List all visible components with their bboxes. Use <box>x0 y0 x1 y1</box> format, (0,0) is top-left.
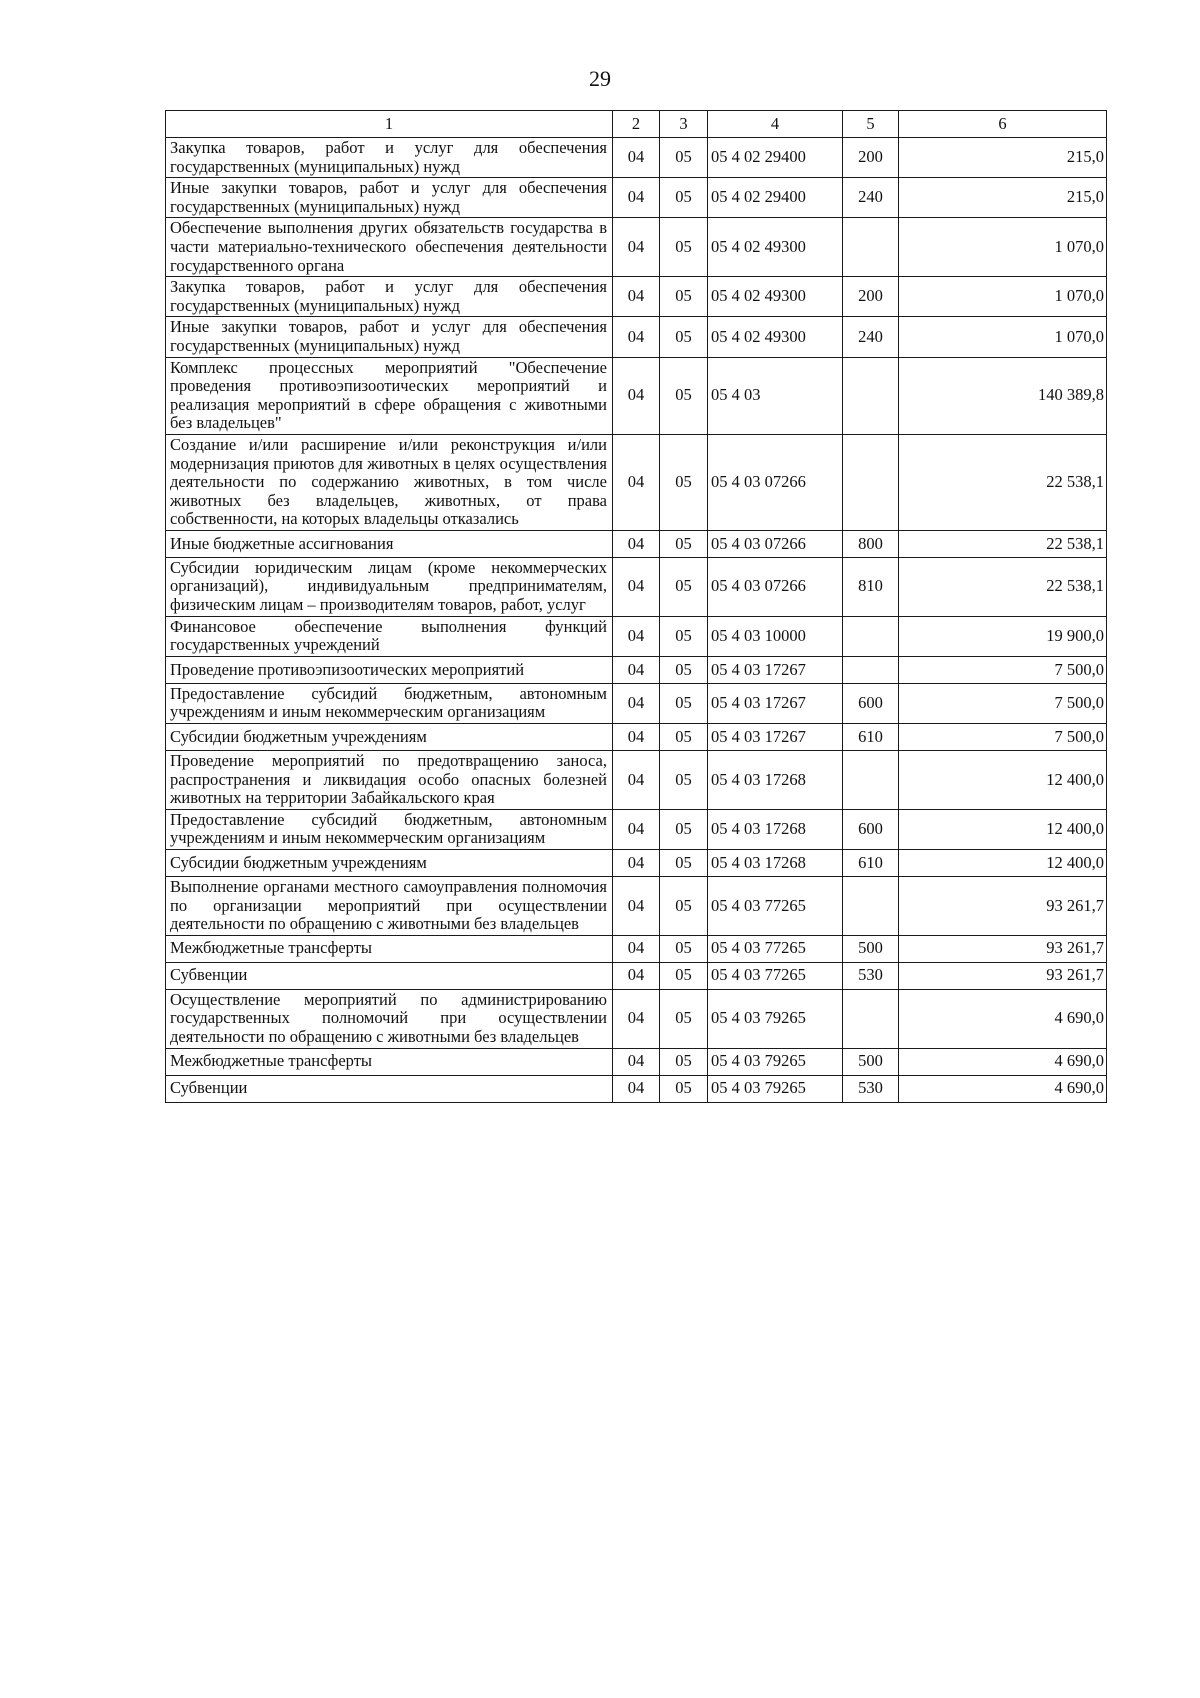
row-section: 04 <box>613 683 660 723</box>
row-name: Иные бюджетные ассигнования <box>166 530 613 557</box>
row-target-article: 05 4 02 49300 <box>708 218 843 277</box>
row-expense-type <box>843 989 899 1048</box>
column-header-6: 6 <box>899 111 1107 138</box>
row-subsection: 05 <box>660 317 708 357</box>
row-amount: 93 261,7 <box>899 935 1107 962</box>
row-subsection: 05 <box>660 850 708 877</box>
row-name: Субсидии юридическим лицам (кроме некоммерческих организаций), индивидуальным предпринимателям, физическим лицам – производителям товаров, работ, услуг <box>166 557 613 616</box>
row-name: Иные закупки товаров, работ и услуг для обеспечения государственных (муниципальных) нужд <box>166 178 613 218</box>
row-expense-type: 610 <box>843 724 899 751</box>
row-section: 04 <box>613 138 660 178</box>
row-expense-type <box>843 218 899 277</box>
row-expense-type: 800 <box>843 530 899 557</box>
row-subsection: 05 <box>660 683 708 723</box>
row-subsection: 05 <box>660 656 708 683</box>
row-amount: 215,0 <box>899 138 1107 178</box>
row-section: 04 <box>613 557 660 616</box>
row-target-article: 05 4 03 79265 <box>708 1048 843 1075</box>
table-row <box>166 616 1107 656</box>
row-expense-type: 500 <box>843 1048 899 1075</box>
row-name: Субвенции <box>166 962 613 989</box>
row-subsection: 05 <box>660 809 708 849</box>
row-name: Осуществление мероприятий по администрированию государственных полномочий при осуществлении деятельности по обращению с животными без владельцев <box>166 989 613 1048</box>
row-amount: 12 400,0 <box>899 809 1107 849</box>
row-name: Межбюджетные трансферты <box>166 1048 613 1075</box>
row-name: Закупка товаров, работ и услуг для обеспечения государственных (муниципальных) нужд <box>166 138 613 178</box>
table-row <box>166 656 1107 683</box>
row-section: 04 <box>613 751 660 810</box>
header-row <box>166 111 1107 138</box>
table-row <box>166 357 1107 434</box>
row-subsection: 05 <box>660 751 708 810</box>
table-row <box>166 850 1107 877</box>
row-subsection: 05 <box>660 724 708 751</box>
row-target-article: 05 4 02 29400 <box>708 178 843 218</box>
row-expense-type: 600 <box>843 809 899 849</box>
row-expense-type: 240 <box>843 178 899 218</box>
column-header-1: 1 <box>166 111 613 138</box>
table-row <box>166 530 1107 557</box>
row-amount: 4 690,0 <box>899 1075 1107 1102</box>
column-header-4: 4 <box>708 111 843 138</box>
row-amount: 22 538,1 <box>899 434 1107 530</box>
row-section: 04 <box>613 1048 660 1075</box>
row-subsection: 05 <box>660 877 708 936</box>
row-name: Проведение противоэпизоотических мероприятий <box>166 656 613 683</box>
row-target-article: 05 4 03 17268 <box>708 751 843 810</box>
row-name: Комплекс процессных мероприятий "Обеспечение проведения противоэпизоотических мероприятий и реализация мероприятий в сфере обращения с животными без владельцев" <box>166 357 613 434</box>
row-expense-type: 200 <box>843 138 899 178</box>
row-section: 04 <box>613 357 660 434</box>
row-amount: 1 070,0 <box>899 277 1107 317</box>
row-name: Предоставление субсидий бюджетным, автономным учреждениям и иным некоммерческим организациям <box>166 809 613 849</box>
row-name: Иные закупки товаров, работ и услуг для обеспечения государственных (муниципальных) нужд <box>166 317 613 357</box>
row-amount: 93 261,7 <box>899 962 1107 989</box>
row-section: 04 <box>613 935 660 962</box>
row-target-article: 05 4 03 17267 <box>708 724 843 751</box>
row-amount: 140 389,8 <box>899 357 1107 434</box>
row-name: Субсидии бюджетным учреждениям <box>166 724 613 751</box>
row-target-article: 05 4 03 77265 <box>708 877 843 936</box>
row-expense-type: 500 <box>843 935 899 962</box>
column-header-3: 3 <box>660 111 708 138</box>
row-subsection: 05 <box>660 616 708 656</box>
row-section: 04 <box>613 1075 660 1102</box>
row-amount: 4 690,0 <box>899 989 1107 1048</box>
table-row <box>166 317 1107 357</box>
row-amount: 4 690,0 <box>899 1048 1107 1075</box>
row-target-article: 05 4 03 10000 <box>708 616 843 656</box>
row-name: Предоставление субсидий бюджетным, автономным учреждениям и иным некоммерческим организациям <box>166 683 613 723</box>
row-section: 04 <box>613 962 660 989</box>
row-subsection: 05 <box>660 989 708 1048</box>
table-row <box>166 277 1107 317</box>
row-expense-type: 810 <box>843 557 899 616</box>
row-section: 04 <box>613 724 660 751</box>
row-name: Субсидии бюджетным учреждениям <box>166 850 613 877</box>
row-target-article: 05 4 03 <box>708 357 843 434</box>
table-row <box>166 138 1107 178</box>
row-target-article: 05 4 02 49300 <box>708 317 843 357</box>
row-target-article: 05 4 02 49300 <box>708 277 843 317</box>
row-name: Межбюджетные трансферты <box>166 935 613 962</box>
row-target-article: 05 4 03 17267 <box>708 683 843 723</box>
row-subsection: 05 <box>660 557 708 616</box>
row-target-article: 05 4 03 79265 <box>708 989 843 1048</box>
row-target-article: 05 4 03 17268 <box>708 850 843 877</box>
row-subsection: 05 <box>660 962 708 989</box>
table-row <box>166 557 1107 616</box>
row-section: 04 <box>613 530 660 557</box>
row-subsection: 05 <box>660 178 708 218</box>
row-amount: 1 070,0 <box>899 218 1107 277</box>
table-row <box>166 809 1107 849</box>
row-expense-type <box>843 656 899 683</box>
row-subsection: 05 <box>660 1075 708 1102</box>
row-section: 04 <box>613 277 660 317</box>
table-row <box>166 724 1107 751</box>
row-amount: 22 538,1 <box>899 530 1107 557</box>
row-target-article: 05 4 03 07266 <box>708 530 843 557</box>
table-row <box>166 1075 1107 1102</box>
row-section: 04 <box>613 850 660 877</box>
row-name: Создание и/или расширение и/или реконструкция и/или модернизация приютов для животных в целях осуществления деятельности по содержанию животных, в том числе животных без владельцев, животных, от права собственности, на которых владельцы отказались <box>166 434 613 530</box>
row-target-article: 05 4 03 17268 <box>708 809 843 849</box>
row-section: 04 <box>613 434 660 530</box>
table-row <box>166 683 1107 723</box>
row-name: Финансовое обеспечение выполнения функций государственных учреждений <box>166 616 613 656</box>
table-row <box>166 434 1107 530</box>
table-row <box>166 962 1107 989</box>
column-header-5: 5 <box>843 111 899 138</box>
row-amount: 22 538,1 <box>899 557 1107 616</box>
row-expense-type <box>843 751 899 810</box>
row-name: Закупка товаров, работ и услуг для обеспечения государственных (муниципальных) нужд <box>166 277 613 317</box>
row-expense-type: 530 <box>843 1075 899 1102</box>
row-expense-type: 240 <box>843 317 899 357</box>
row-name: Выполнение органами местного самоуправления полномочия по организации мероприятий при осуществлении деятельности по обращению с животными без владельцев <box>166 877 613 936</box>
table-row <box>166 989 1107 1048</box>
row-target-article: 05 4 03 07266 <box>708 557 843 616</box>
row-name: Обеспечение выполнения других обязательств государства в части материально-технического обеспечения деятельности государственного органа <box>166 218 613 277</box>
table-row <box>166 935 1107 962</box>
row-expense-type <box>843 616 899 656</box>
row-section: 04 <box>613 218 660 277</box>
row-section: 04 <box>613 616 660 656</box>
row-section: 04 <box>613 656 660 683</box>
row-subsection: 05 <box>660 1048 708 1075</box>
row-section: 04 <box>613 809 660 849</box>
row-amount: 19 900,0 <box>899 616 1107 656</box>
table-body <box>166 138 1107 1103</box>
row-subsection: 05 <box>660 530 708 557</box>
page-number: 29 <box>589 66 611 91</box>
budget-table <box>165 110 1107 1103</box>
row-section: 04 <box>613 317 660 357</box>
row-amount: 7 500,0 <box>899 683 1107 723</box>
row-subsection: 05 <box>660 434 708 530</box>
row-target-article: 05 4 03 17267 <box>708 656 843 683</box>
row-amount: 7 500,0 <box>899 656 1107 683</box>
row-expense-type: 610 <box>843 850 899 877</box>
row-target-article: 05 4 03 79265 <box>708 1075 843 1102</box>
row-name: Субвенции <box>166 1075 613 1102</box>
row-subsection: 05 <box>660 935 708 962</box>
table-row <box>166 218 1107 277</box>
table-row <box>166 751 1107 810</box>
row-amount: 12 400,0 <box>899 751 1107 810</box>
row-amount: 1 070,0 <box>899 317 1107 357</box>
row-expense-type: 200 <box>843 277 899 317</box>
row-amount: 93 261,7 <box>899 877 1107 936</box>
row-expense-type <box>843 357 899 434</box>
row-subsection: 05 <box>660 218 708 277</box>
row-name: Проведение мероприятий по предотвращению заноса, распространения и ликвидация особо опасных болезней животных на территории Забайкальского края <box>166 751 613 810</box>
column-header-2: 2 <box>613 111 660 138</box>
table-row <box>166 178 1107 218</box>
row-expense-type: 530 <box>843 962 899 989</box>
row-amount: 215,0 <box>899 178 1107 218</box>
row-section: 04 <box>613 877 660 936</box>
row-expense-type: 600 <box>843 683 899 723</box>
row-target-article: 05 4 02 29400 <box>708 138 843 178</box>
row-section: 04 <box>613 178 660 218</box>
row-expense-type <box>843 877 899 936</box>
row-target-article: 05 4 03 77265 <box>708 962 843 989</box>
row-subsection: 05 <box>660 357 708 434</box>
table-row <box>166 877 1107 936</box>
row-expense-type <box>843 434 899 530</box>
table-row <box>166 1048 1107 1075</box>
row-target-article: 05 4 03 07266 <box>708 434 843 530</box>
row-subsection: 05 <box>660 277 708 317</box>
row-section: 04 <box>613 989 660 1048</box>
row-target-article: 05 4 03 77265 <box>708 935 843 962</box>
row-amount: 12 400,0 <box>899 850 1107 877</box>
row-amount: 7 500,0 <box>899 724 1107 751</box>
row-subsection: 05 <box>660 138 708 178</box>
